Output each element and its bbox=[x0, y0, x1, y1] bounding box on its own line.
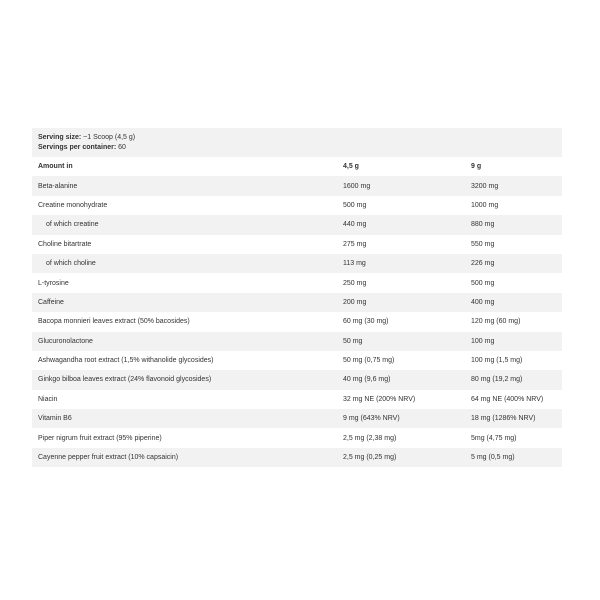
amount-single: 200 mg bbox=[327, 293, 467, 312]
table-row bbox=[32, 428, 562, 447]
ingredient-name: Beta-alanine bbox=[32, 176, 327, 195]
table-row bbox=[32, 409, 562, 428]
amount-double: 550 mg bbox=[467, 235, 562, 254]
amount-single: 2,5 mg (2,38 mg) bbox=[327, 428, 467, 447]
amount-double: 100 mg bbox=[467, 332, 562, 351]
amount-single: 500 mg bbox=[327, 196, 467, 215]
table-header-row bbox=[32, 157, 562, 176]
serving-size-label: Serving size: bbox=[38, 134, 82, 141]
amount-double: 226 mg bbox=[467, 254, 562, 273]
servings-per-container-value: 60 bbox=[118, 144, 126, 151]
ingredient-name: Ashwagandha root extract (1,5% withanolide glycosides) bbox=[32, 351, 327, 370]
amount-double: 500 mg bbox=[467, 273, 562, 292]
amount-single: 275 mg bbox=[327, 235, 467, 254]
amount-double: 120 mg (60 mg) bbox=[467, 312, 562, 331]
amount-single: 2,5 mg (0,25 mg) bbox=[327, 448, 467, 467]
table-row bbox=[32, 332, 562, 351]
ingredient-name: Bacopa monnieri leaves extract (50% bacosides) bbox=[32, 312, 327, 331]
nutrition-table bbox=[32, 157, 562, 467]
ingredient-name: of which creatine bbox=[32, 215, 327, 234]
amount-double: 880 mg bbox=[467, 215, 562, 234]
table-row bbox=[32, 390, 562, 409]
ingredient-name: Piper nigrum fruit extract (95% piperine) bbox=[32, 428, 327, 447]
table-row bbox=[32, 370, 562, 389]
amount-single: 440 mg bbox=[327, 215, 467, 234]
ingredient-name: Choline bitartrate bbox=[32, 235, 327, 254]
amount-double: 100 mg (1,5 mg) bbox=[467, 351, 562, 370]
header-amount-in: Amount in bbox=[32, 157, 327, 176]
serving-info bbox=[32, 128, 562, 157]
amount-single: 9 mg (643% NRV) bbox=[327, 409, 467, 428]
amount-double: 3200 mg bbox=[467, 176, 562, 195]
header-serving-single: 4,5 g bbox=[327, 157, 467, 176]
ingredient-name: Ginkgo bilboa leaves extract (24% flavonoid glycosides) bbox=[32, 370, 327, 389]
table-row bbox=[32, 235, 562, 254]
amount-double: 1000 mg bbox=[467, 196, 562, 215]
ingredient-name: Cayenne pepper fruit extract (10% capsaicin) bbox=[32, 448, 327, 467]
ingredient-name: Creatine monohydrate bbox=[32, 196, 327, 215]
serving-size-value: ~1 Scoop (4,5 g) bbox=[83, 134, 136, 141]
ingredient-name: Niacin bbox=[32, 390, 327, 409]
amount-double: 80 mg (19,2 mg) bbox=[467, 370, 562, 389]
amount-double: 18 mg (1286% NRV) bbox=[467, 409, 562, 428]
amount-single: 113 mg bbox=[327, 254, 467, 273]
amount-single: 50 mg (0,75 mg) bbox=[327, 351, 467, 370]
amount-double: 5 mg (0,5 mg) bbox=[467, 448, 562, 467]
amount-single: 32 mg NE (200% NRV) bbox=[327, 390, 467, 409]
ingredient-name: Vitamin B6 bbox=[32, 409, 327, 428]
nutrition-facts-panel bbox=[32, 128, 562, 467]
table-row bbox=[32, 273, 562, 292]
amount-double: 64 mg NE (400% NRV) bbox=[467, 390, 562, 409]
ingredient-name: L-tyrosine bbox=[32, 273, 327, 292]
amount-double: 400 mg bbox=[467, 293, 562, 312]
ingredient-name: Glucuronolactone bbox=[32, 332, 327, 351]
table-row bbox=[32, 312, 562, 331]
amount-single: 250 mg bbox=[327, 273, 467, 292]
ingredient-name: of which choline bbox=[32, 254, 327, 273]
table-row bbox=[32, 176, 562, 195]
ingredient-name: Caffeine bbox=[32, 293, 327, 312]
amount-single: 50 mg bbox=[327, 332, 467, 351]
amount-double: 5mg (4,75 mg) bbox=[467, 428, 562, 447]
table-row bbox=[32, 448, 562, 467]
serving-size-line bbox=[38, 133, 556, 143]
servings-per-container-line bbox=[38, 143, 556, 153]
table-row bbox=[32, 196, 562, 215]
amount-single: 60 mg (30 mg) bbox=[327, 312, 467, 331]
table-row bbox=[32, 215, 562, 234]
amount-single: 40 mg (9,6 mg) bbox=[327, 370, 467, 389]
table-row bbox=[32, 293, 562, 312]
table-row bbox=[32, 351, 562, 370]
header-serving-double: 9 g bbox=[467, 157, 562, 176]
table-row bbox=[32, 254, 562, 273]
servings-per-container-label: Servings per container: bbox=[38, 144, 117, 151]
amount-single: 1600 mg bbox=[327, 176, 467, 195]
